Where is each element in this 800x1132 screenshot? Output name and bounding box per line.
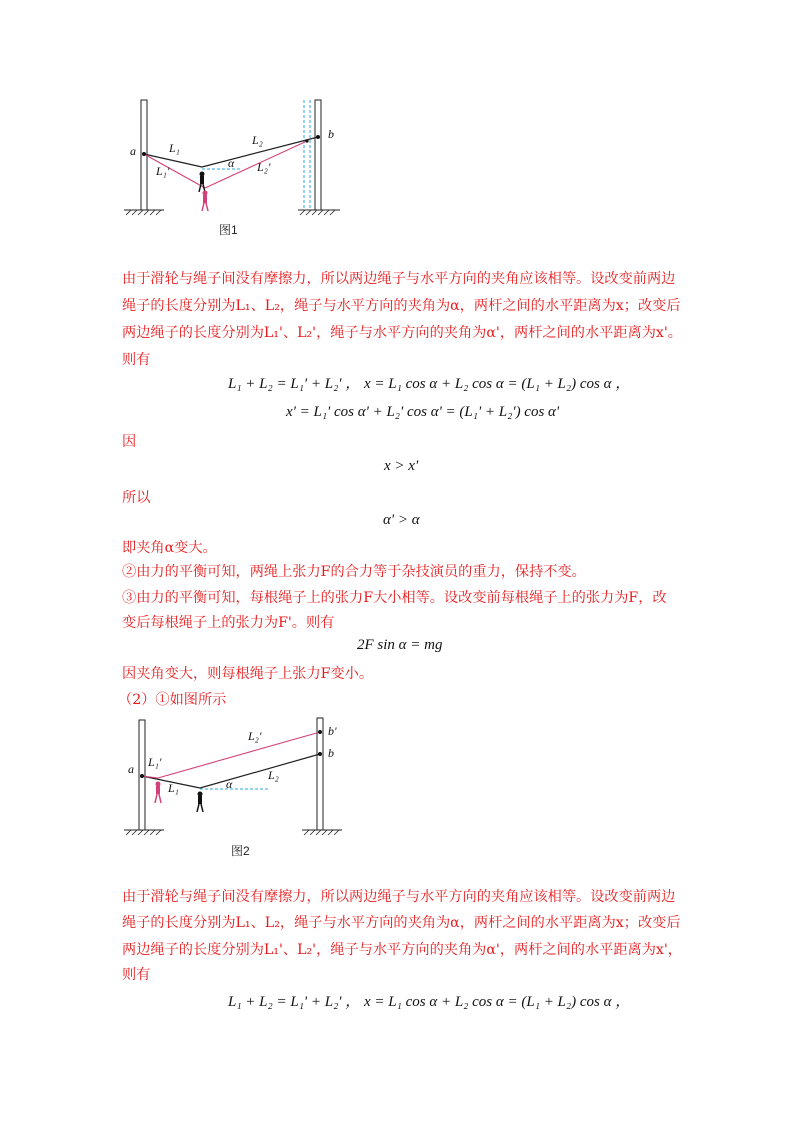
para2-line1: 由于滑轮与绳子间没有摩擦力，所以两边绳子与水平方向的夹角应该相等。设改变前两边 <box>122 889 676 905</box>
figure-2-caption: 图2 <box>231 844 250 858</box>
para1-line1: 由于滑轮与绳子间没有摩擦力，所以两边绳子与水平方向的夹角应该相等。设改变前两边 <box>122 271 676 287</box>
equation-4: α' > α <box>383 512 420 528</box>
figure-1-diagram <box>118 95 358 240</box>
fig1-label-L2p: L₂' <box>257 160 271 174</box>
because-label: 因 <box>122 434 137 450</box>
fig1-label-L1p: L₁' <box>156 164 170 178</box>
fig2-label-alpha: α <box>226 777 233 791</box>
equation-5: 2F sin α = mg <box>357 637 443 653</box>
figure-1 <box>118 95 358 240</box>
para2-line4: 则有 <box>122 967 151 983</box>
equation-1: L₁ + L₂ = L₁' + L₂' ， x = L₁ cos α + L₂ cos α = (L₁ + L₂) cos α ， <box>228 376 631 392</box>
fig1-label-L2: L₂ <box>252 133 263 147</box>
conclusion-2: 因夹角变大，则每根绳子上张力F变小。 <box>122 666 374 682</box>
para2-line2: 绳子的长度分别为L₁、L₂，绳子与水平方向的夹角为α，两杆之间的水平距离为x；改变后 <box>122 915 681 931</box>
equation-3: x > x' <box>384 458 419 474</box>
fig2-label-L2: L₂ <box>268 768 279 782</box>
equation-6: L₁ + L₂ = L₁' + L₂' ， x = L₁ cos α + L₂ cos α = (L₁ + L₂) cos α ， <box>228 994 631 1010</box>
part-2-heading: （2）①如图所示 <box>118 692 227 708</box>
fig2-label-bp: b' <box>328 724 337 738</box>
fig1-label-a: a <box>130 144 136 158</box>
para2-line3: 两边绳子的长度分别为L₁'、L₂'，绳子与水平方向的夹角为α'，两杆之间的水平距离为x'， <box>122 942 682 958</box>
fig2-label-a: a <box>128 762 134 776</box>
performer-icon <box>197 792 203 813</box>
figure-1-caption: 图1 <box>219 223 238 237</box>
performer-shifted-icon <box>155 782 161 804</box>
performer-shifted-icon <box>202 191 208 212</box>
para1-line4: 则有 <box>122 352 151 368</box>
fig2-label-L2p: L₂' <box>248 729 262 743</box>
figure-2 <box>118 712 358 840</box>
fig1-label-b: b <box>328 127 334 141</box>
point-3-line2: 变后每根绳子上的张力为F'。则有 <box>122 615 335 631</box>
fig2-label-b: b <box>328 746 334 760</box>
point-3-line1: ③由力的平衡可知，每根绳子上的张力F大小相等。设改变前每根绳子上的张力为F，改 <box>122 590 667 606</box>
performer-icon <box>199 172 205 193</box>
fig2-label-L1: L₁ <box>168 781 179 795</box>
so-label: 所以 <box>122 490 151 506</box>
fig1-label-L1: L₁ <box>169 141 180 155</box>
fig2-label-L1p: L₁' <box>148 755 162 769</box>
para1-line3: 两边绳子的长度分别为L₁'、L₂'，绳子与水平方向的夹角为α'，两杆之间的水平距离为x'。 <box>122 325 682 341</box>
para1-line2: 绳子的长度分别为L₁、L₂，绳子与水平方向的夹角为α，两杆之间的水平距离为x；改变后 <box>122 298 681 314</box>
fig1-label-alpha: α <box>228 156 235 170</box>
conclusion-1: 即夹角α变大。 <box>122 540 217 556</box>
equation-2: x' = L₁' cos α' + L₂' cos α' = (L₁' + L₂') cos α' <box>286 404 560 420</box>
point-2: ②由力的平衡可知，两绳上张力F的合力等于杂技演员的重力，保持不变。 <box>122 564 586 580</box>
figure-2-diagram <box>118 712 358 840</box>
